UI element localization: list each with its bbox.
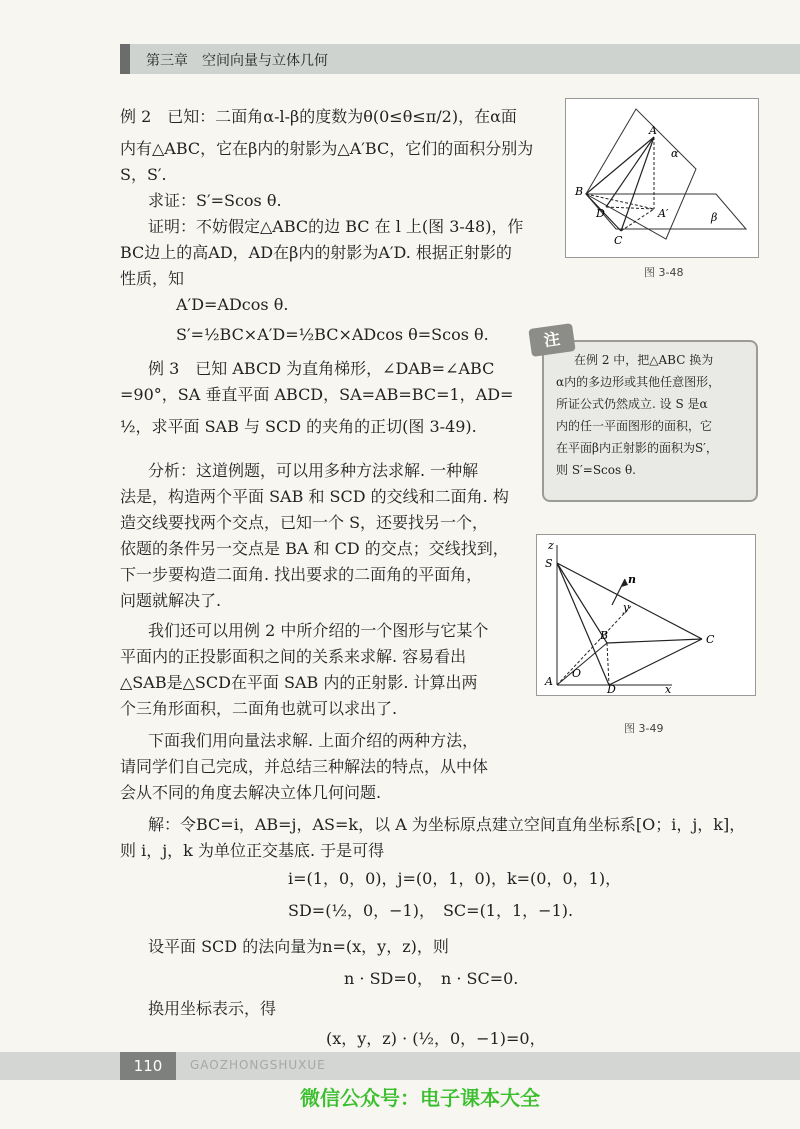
label-D: D xyxy=(607,683,616,695)
label-A: A xyxy=(545,675,553,688)
vector-n-label: n xyxy=(628,573,636,586)
analysis-p3-line: 会从不同的角度去解决立体几何问题. xyxy=(120,783,382,802)
label-beta: β xyxy=(711,211,718,224)
figure-3-48-caption: 图 3-48 xyxy=(644,266,684,279)
example2-line2: 内有△ABC，它在β内的射影为△A′BC，它们的面积分别为 xyxy=(120,139,534,158)
analysis-p1-line: 分析：这道例题，可以用多种方法求解. 一种解 xyxy=(148,461,479,480)
analysis-p2-line: 平面内的正投影面积之间的关系来求解. 容易看出 xyxy=(120,647,467,666)
label-B: B xyxy=(600,629,609,642)
note-line: 内的任一平面图形的面积，它 xyxy=(556,419,713,433)
solution-eq4: (x，y，z) · (½，0，−1)=0， xyxy=(326,1029,546,1048)
example3-line3: ½，求平面 SAB 与 SCD 的夹角的正切(图 3-49). xyxy=(120,417,477,436)
example3-line2: =90°，SA 垂直平面 ABCD，SA=AB=BC=1，AD= xyxy=(120,385,514,404)
solution-line3: 设平面 SCD 的法向量为n=(x，y，z)，则 xyxy=(148,937,449,956)
axis-x-label: x xyxy=(665,683,672,695)
analysis-p2-line: 我们还可以用例 2 中所介绍的一个图形与它某个 xyxy=(148,621,489,640)
proof-eq2: S′=½BC×A′D=½BC×ADcos θ=Scos θ. xyxy=(176,325,489,344)
note-line: 则 S′=Scos θ. xyxy=(556,463,636,477)
figure-3-49 xyxy=(536,534,756,696)
solution-line4: 换用坐标表示，得 xyxy=(148,999,277,1018)
example2-prove: 求证：S′=Scos θ. xyxy=(148,191,282,210)
analysis-p1-line: 造交线要找两个交点，已知一个 S，还要找另一个， xyxy=(120,513,489,532)
proof-line1: 证明：不妨假定△ABC的边 BC 在 l 上(图 3-48)，作 xyxy=(148,217,524,236)
solution-line2: 则 i，j，k 为单位正交基底. 于是可得 xyxy=(120,841,385,860)
page-number: 110 xyxy=(120,1052,176,1080)
label-S: S xyxy=(545,557,553,570)
example2-line3: S，S′. xyxy=(120,165,167,184)
example2-line1: 例 2 已知：二面角α-l-β的度数为θ(0≤θ≤π/2)，在α面 xyxy=(120,107,517,126)
label-B: B xyxy=(575,185,584,198)
analysis-p1-line: 下一步要构造二面角. 找出要求的二面角的平面角， xyxy=(120,565,483,584)
wechat-watermark: 微信公众号：电子课本大全 xyxy=(300,1086,540,1110)
figure-3-49-drawing xyxy=(537,535,755,695)
note-tag: 注 xyxy=(528,323,575,357)
figure-3-48 xyxy=(565,98,759,258)
note-line: 所证公式仍然成立. 设 S 是α xyxy=(556,397,708,411)
solution-eq1: i=(1，0，0)，j=(0，1，0)，k=(0，0，1)， xyxy=(288,869,622,888)
analysis-p1-line: 法是，构造两个平面 SAB 和 SCD 的交线和二面角. 构 xyxy=(120,487,509,506)
label-A: A xyxy=(649,124,657,137)
label-Aprime: A′ xyxy=(658,207,669,220)
proof-line3: 性质，知 xyxy=(120,269,185,288)
analysis-p3-line: 请同学们自己完成，并总结三种解法的特点，从中体 xyxy=(120,757,489,776)
note-line: 在平面β内正射影的面积为S′， xyxy=(556,441,718,455)
analysis-p2-line: △SAB是△SCD在平面 SAB 内的正射影. 计算出两 xyxy=(120,673,478,692)
proof-line2: BC边上的高AD，AD在β内的射影为A′D. 根据正射影的 xyxy=(120,243,512,262)
note-line: 在例 2 中，把△ABC 换为 xyxy=(574,353,714,367)
label-C: C xyxy=(614,234,623,247)
solution-line1: 解：令BC=i，AB=j，AS=k，以 A 为坐标原点建立空间直角坐标系[O；i，j，k]， xyxy=(148,815,746,834)
label-alpha: α xyxy=(671,147,679,160)
figure-3-49-caption: 图 3-49 xyxy=(624,722,664,735)
solution-eq2: SD=(½，0，−1)， SC=(1，1，−1). xyxy=(288,901,574,920)
proof-eq1: A′D=ADcos θ. xyxy=(176,295,289,314)
label-O: O xyxy=(572,667,582,680)
axis-z-label: z xyxy=(548,539,554,552)
analysis-p1-line: 依题的条件另一交点是 BA 和 CD 的交点；交线找到， xyxy=(120,539,509,558)
chapter-title: 第三章 空间向量与立体几何 xyxy=(146,53,328,69)
analysis-p2-line: 个三角形面积，二面角也就可以求出了. xyxy=(120,699,398,718)
label-C: C xyxy=(706,633,715,646)
axis-y-label: y xyxy=(623,601,630,614)
label-D: D xyxy=(596,207,605,220)
note-line: α内的多边形或其他任意图形， xyxy=(556,375,721,389)
example3-line1: 例 3 已知 ABCD 为直角梯形，∠DAB=∠ABC xyxy=(148,359,495,378)
figure-3-48-drawing xyxy=(566,99,758,257)
analysis-p3-line: 下面我们用向量法求解. 上面介绍的两种方法， xyxy=(148,731,479,750)
solution-eq3: n · SD=0， n · SC=0. xyxy=(344,969,519,988)
analysis-p1-line: 问题就解决了. xyxy=(120,591,222,610)
footer-brand: GAOZHONGSHUXUE xyxy=(190,1058,326,1072)
